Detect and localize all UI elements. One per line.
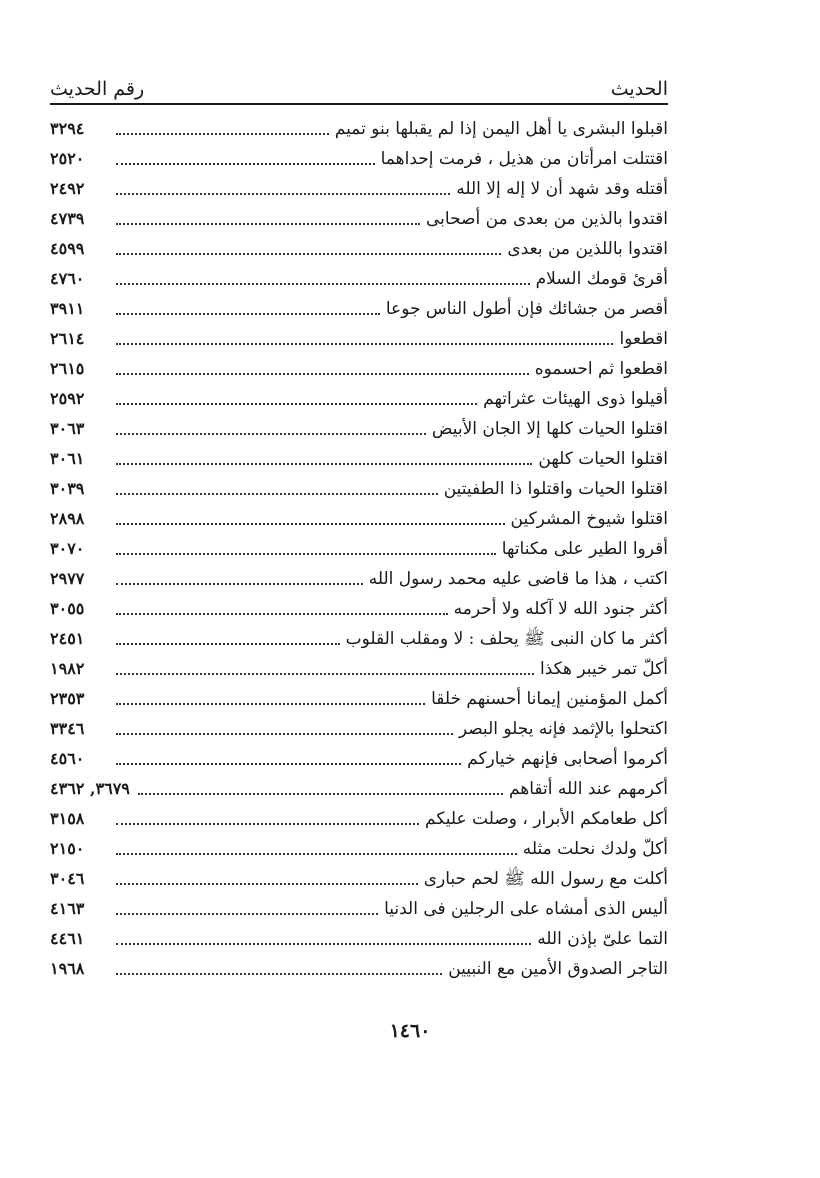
dot-leader [116,853,517,855]
index-entry [50,262,668,292]
hadith-number: ٣١٥٨ [50,809,85,828]
page-number: ١٤٦٠ [389,1020,431,1042]
hadith-text: أكل طعامكم الأبرار ، وصلت عليكم [425,809,668,829]
index-entry [50,592,668,622]
hadith-text: اقتلوا الحيات واقتلوا ذا الطفيتين [443,479,668,499]
dot-leader [116,283,530,285]
hadith-number-column-title: رقم الحديث [50,78,145,100]
hadith-number: ٣٠٤٦ [50,869,85,888]
hadith-text: أقصر من جشائك فإن أطول الناس جوعا [385,299,668,319]
hadith-text: اقطعوا [619,329,668,349]
hadith-number: ١٩٦٨ [50,959,85,978]
dot-leader [116,913,378,915]
hadith-text: أكثر جنود الله لا آكله ولا أحرمه [453,599,668,619]
index-entry [50,472,668,502]
hadith-number: ٢٣٥٣ [50,689,85,708]
dot-leader [116,373,529,375]
hadith-column-title: الحديث [610,78,668,100]
index-entry [50,892,668,922]
index-entry [50,952,668,982]
index-entry [50,682,668,712]
hadith-number: ٤٥٩٩ [50,239,85,258]
index-entry [50,112,668,142]
hadith-text: اقتدوا باللذين من بعدى [507,239,668,259]
hadith-number: ٣٦٧٩, ٤٣٦٢ [50,779,130,798]
hadith-index-list [50,112,668,982]
index-entry [50,652,668,682]
dot-leader [116,823,419,825]
hadith-number: ٤٥٦٠ [50,749,85,768]
dot-leader [116,733,453,735]
hadith-text: اكتحلوا بالإثمد فإنه يجلو البصر [458,719,668,739]
hadith-text: أقيلوا ذوى الهيئات عثراتهم [483,389,668,409]
hadith-text: أقرئ قومك السلام [535,269,668,289]
hadith-text: أكثر ما كان النبى ﷺ يحلف : لا ومقلب القلوب [345,629,668,649]
index-entry [50,742,668,772]
dot-leader [116,673,534,675]
dot-leader [116,943,531,945]
dot-leader [116,523,505,525]
hadith-number: ٣٣٤٦ [50,719,85,738]
hadith-number: ٣٠٣٩ [50,479,85,498]
index-entry [50,412,668,442]
dot-leader [116,583,363,585]
index-entry [50,232,668,262]
index-entry [50,532,668,562]
hadith-number: ٢٥٩٢ [50,389,85,408]
header-rule [50,103,668,105]
index-entry [50,322,668,352]
index-entry [50,832,668,862]
index-entry [50,502,668,532]
dot-leader [116,193,450,195]
hadith-number: ٢٩٧٧ [50,569,85,588]
hadith-number: ٤١٦٣ [50,899,85,918]
dot-leader [138,793,503,795]
hadith-number: ٤٤٦١ [50,929,85,948]
dot-leader [116,703,425,705]
hadith-number: ٢٥٢٠ [50,149,85,168]
dot-leader [116,313,380,315]
index-entry [50,142,668,172]
hadith-text: أقتله وقد شهد أن لا إله إلا الله [456,179,668,199]
hadith-text: أكرموا أصحابى فإنهم خياركم [467,749,668,769]
hadith-text: اقتلوا الحيات كلها إلا الجان الأبيض [431,419,668,439]
hadith-text: أكمل المؤمنين إيمانا أحسنهم خلقا [431,689,668,709]
hadith-number: ٤٧٦٠ [50,269,85,288]
dot-leader [116,343,613,345]
index-entry [50,292,668,322]
index-entry [50,382,668,412]
dot-leader [116,493,438,495]
hadith-text: التما علىّ بإذن الله [537,929,668,949]
index-entry [50,712,668,742]
hadith-text: اقتتلت امرأتان من هذيل ، فرمت إحداهما [380,149,668,169]
hadith-text: التاجر الصدوق الأمين مع النبيين [448,959,668,979]
index-entry [50,442,668,472]
page-header [50,64,668,100]
hadith-number: ٣٠٥٥ [50,599,85,618]
dot-leader [116,643,340,645]
hadith-number: ٣٢٩٤ [50,119,85,138]
index-entry [50,862,668,892]
dot-leader [116,133,329,135]
hadith-number: ١٩٨٢ [50,659,85,678]
hadith-number: ٢٤٩٢ [50,179,85,198]
hadith-number: ٣٠٦١ [50,449,85,468]
index-entry [50,352,668,382]
dot-leader [116,463,532,465]
hadith-text: أكلّ ولدك نحلت مثله [522,839,668,859]
hadith-text: أليس الذى أمشاه على الرجلين فى الدنيا [384,899,668,919]
dot-leader [116,433,426,435]
index-entry [50,802,668,832]
dot-leader [116,973,442,975]
hadith-text: اقتدوا بالذين من بعدى من أصحابى [425,209,668,229]
index-entry [50,202,668,232]
hadith-number: ٢٨٩٨ [50,509,85,528]
hadith-number: ٢١٥٠ [50,839,85,858]
hadith-text: اقبلوا البشرى يا أهل اليمن إذا لم يقبلها بنو تميم [334,119,668,139]
hadith-text: اقتلوا شيوخ المشركين [510,509,668,529]
dot-leader [116,613,448,615]
index-entry [50,922,668,952]
index-entry [50,562,668,592]
hadith-number: ٢٦١٥ [50,359,85,378]
hadith-number: ٣٠٧٠ [50,539,85,558]
index-entry [50,772,668,802]
dot-leader [116,163,375,165]
dot-leader [116,223,420,225]
index-entry [50,622,668,652]
hadith-number: ٣٩١١ [50,299,85,318]
dot-leader [116,883,418,885]
dot-leader [116,763,461,765]
hadith-text: اكتب ، هذا ما قاضى عليه محمد رسول الله [368,569,668,589]
hadith-text: أقروا الطير على مكناتها [501,539,668,559]
hadith-text: اقطعوا ثم احسموه [534,359,668,379]
hadith-text: أكلت مع رسول الله ﷺ لحم حبارى [423,869,668,889]
hadith-text: اقتلوا الحيات كلهن [538,449,668,469]
hadith-number: ٢٦١٤ [50,329,85,348]
index-entry [50,172,668,202]
dot-leader [116,403,477,405]
hadith-text: أكرمهم عند الله أتقاهم [508,779,668,799]
hadith-number: ٣٠٦٣ [50,419,85,438]
hadith-number: ٢٤٥١ [50,629,85,648]
hadith-number: ٤٧٣٩ [50,209,85,228]
dot-leader [116,253,501,255]
dot-leader [116,553,496,555]
hadith-text: أكلّ تمر خيبر هكذا [540,659,668,679]
